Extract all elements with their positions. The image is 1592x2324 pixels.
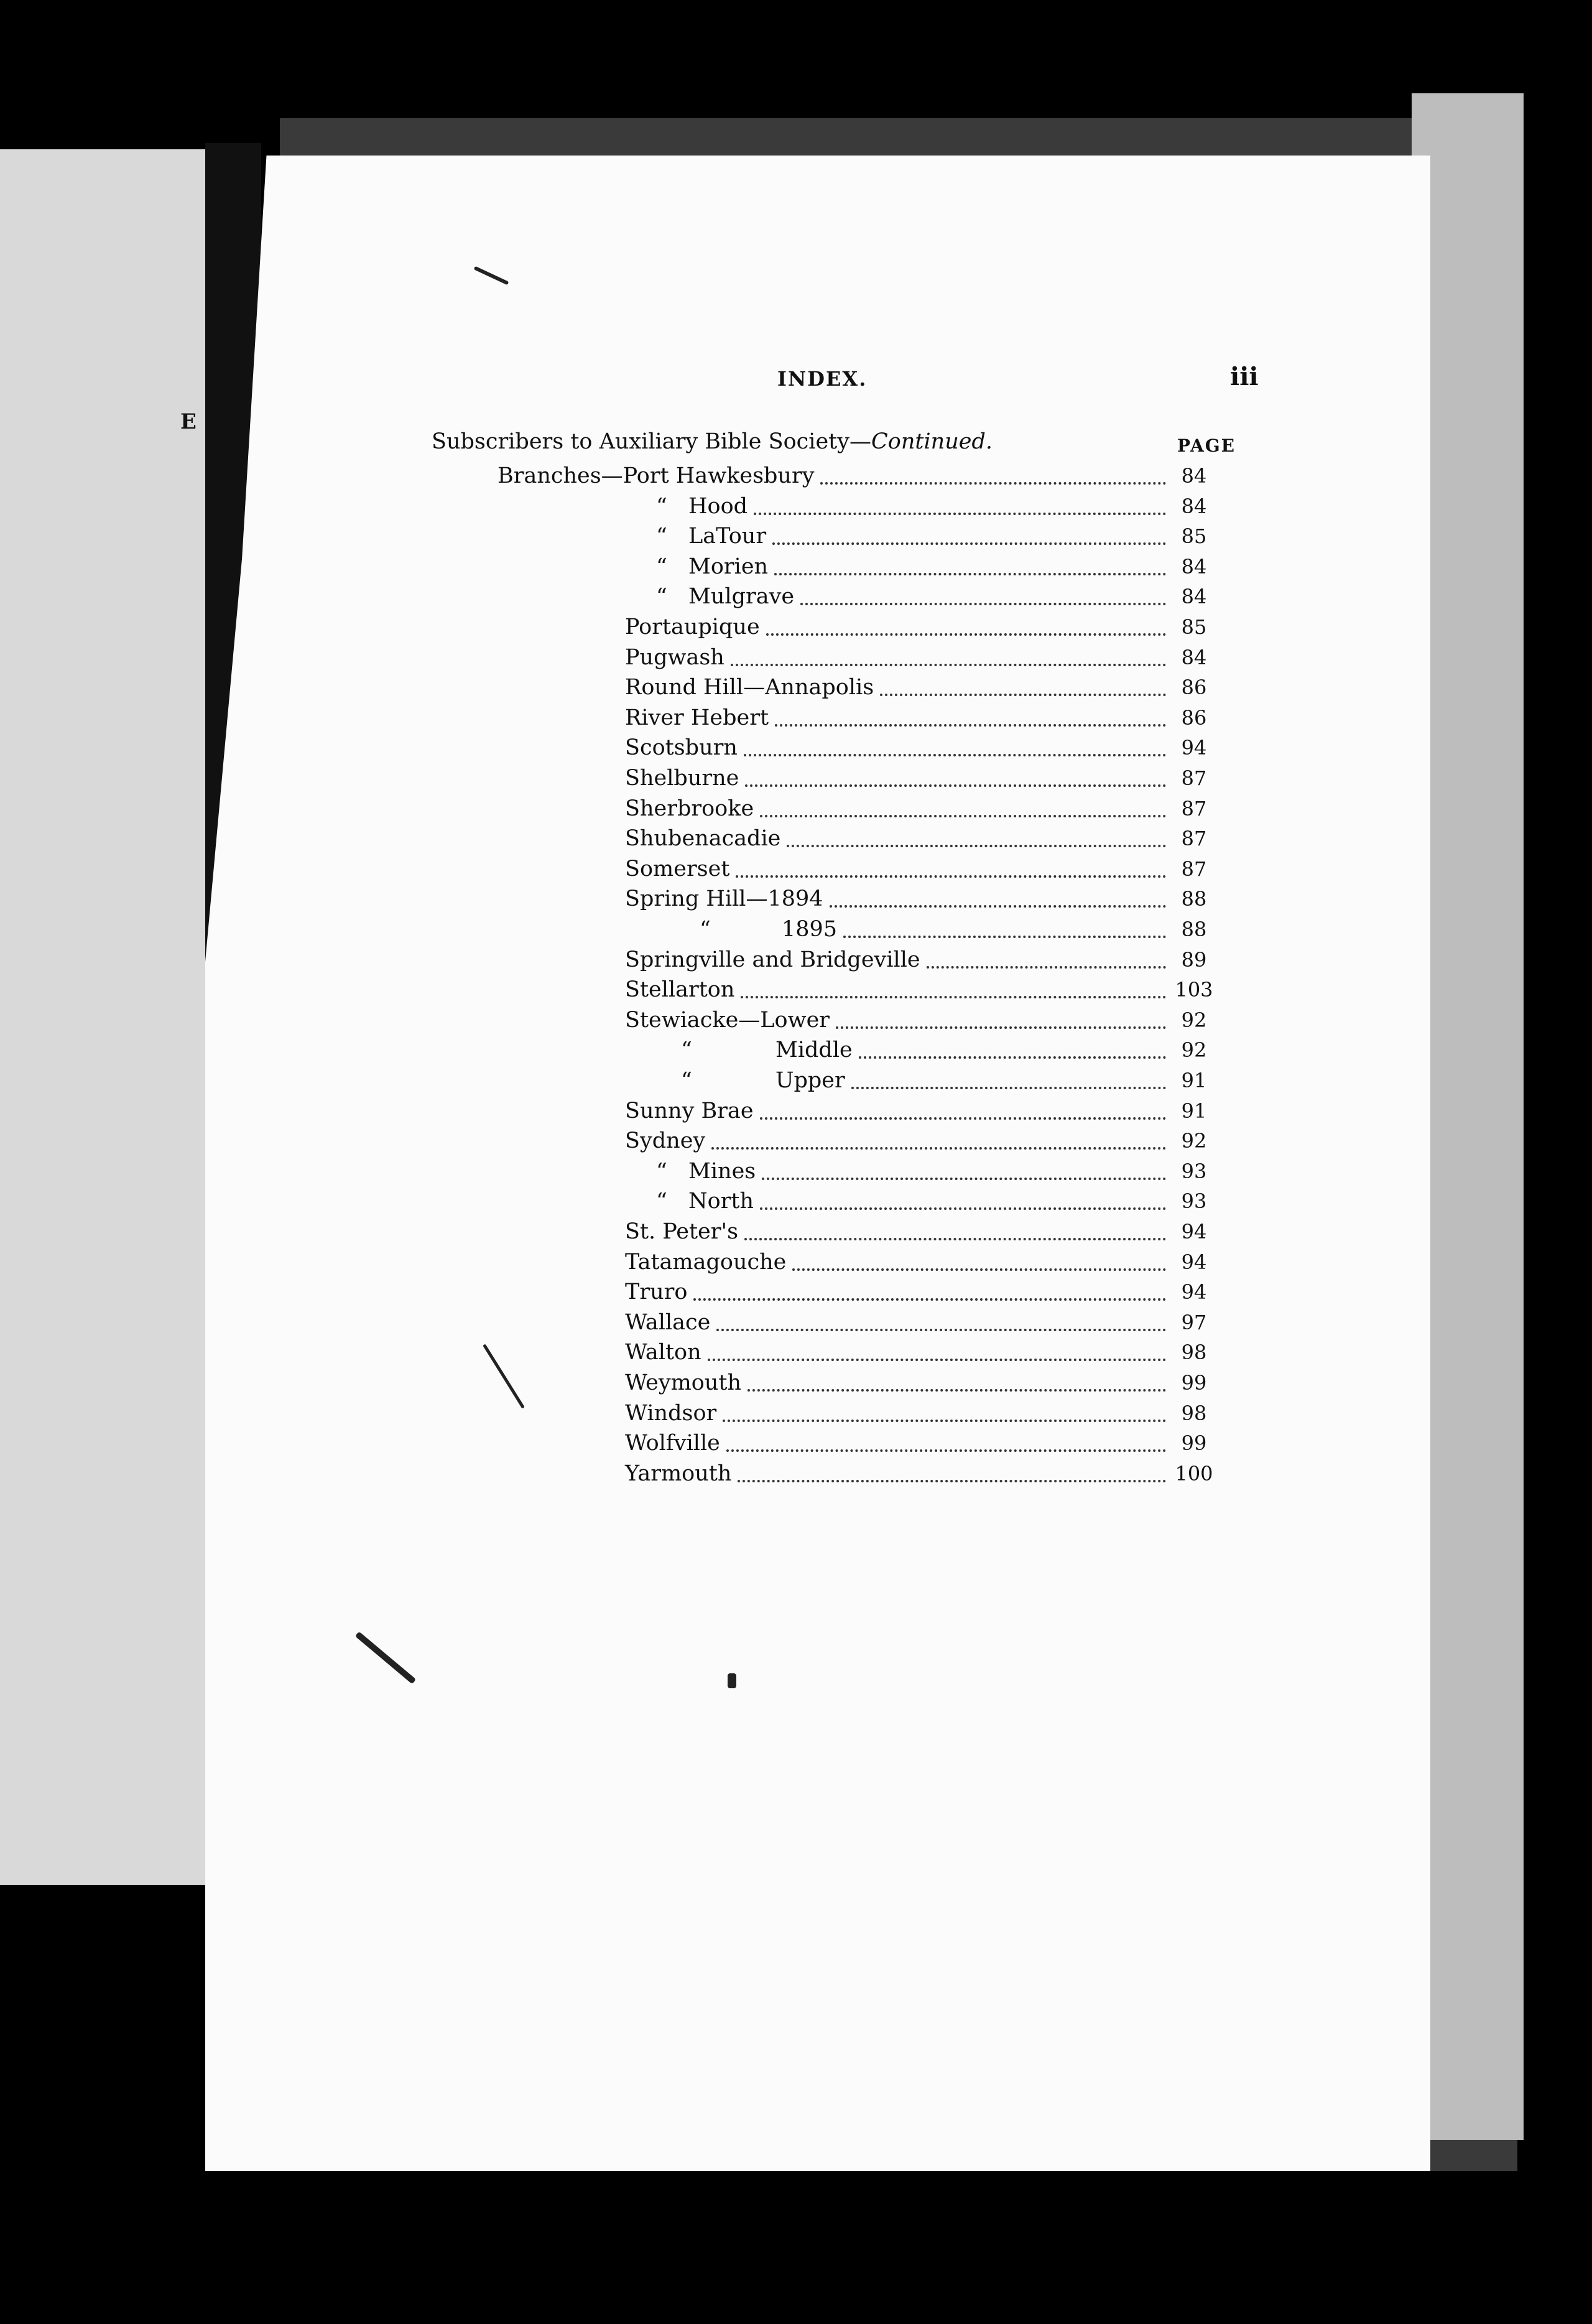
index-entry: [656, 1189, 1216, 1219]
dot-leader: [820, 482, 1166, 485]
section-heading-text: Subscribers to Auxiliary Bible Society—: [432, 429, 871, 454]
entry-label: Wolfville: [625, 1431, 720, 1456]
index-entry: [681, 1068, 1216, 1098]
entry-page-number: 84: [1181, 645, 1207, 669]
entry-page-number: 89: [1181, 947, 1207, 972]
entry-label: Upper: [775, 1068, 845, 1093]
dot-leader: [760, 1207, 1166, 1210]
page-column-label: PAGE: [1177, 435, 1236, 456]
entry-page-number: 84: [1181, 554, 1207, 579]
entry-label: Springville and Bridgeville: [625, 947, 920, 972]
entry-page-number: 85: [1181, 615, 1207, 639]
index-entry: [656, 524, 1216, 554]
entry-label: Branches—Port Hawkesbury: [497, 463, 815, 488]
dot-leader: [766, 633, 1166, 636]
entry-label: Shubenacadie: [625, 826, 781, 852]
entry-label: Hood: [688, 493, 748, 519]
entry-page-number: 98: [1181, 1341, 1207, 1365]
left-page-fragment: [0, 149, 205, 1885]
dot-leader: [693, 1298, 1166, 1301]
index-entry: [625, 1310, 1216, 1340]
dot-leader: [744, 754, 1166, 756]
entry-page-number: 92: [1181, 1008, 1207, 1032]
entry-label: Sherbrooke: [625, 796, 754, 821]
entry-label: Windsor: [625, 1400, 717, 1426]
dot-leader: [738, 1480, 1166, 1482]
entry-label: Pugwash: [625, 644, 724, 670]
dot-leader: [787, 845, 1166, 847]
entry-label: Sydney: [625, 1128, 706, 1154]
index-entry: [625, 1008, 1216, 1038]
entry-page-number: 99: [1181, 1371, 1207, 1395]
entry-label: 1895: [782, 917, 838, 942]
index-entry: [656, 554, 1216, 584]
dot-leader: [741, 996, 1166, 998]
index-entry: [625, 947, 1216, 977]
ditto-mark: “: [656, 584, 667, 610]
index-entry: [700, 917, 1216, 947]
entry-page-number: 97: [1181, 1310, 1207, 1334]
entry-page-number: 94: [1181, 1220, 1207, 1243]
entry-label: Middle: [775, 1038, 853, 1063]
dot-leader: [760, 815, 1166, 817]
entry-label: North: [688, 1189, 754, 1214]
entry-page-number: 84: [1181, 464, 1207, 488]
scan-mark: [728, 1673, 736, 1688]
dot-leader: [760, 1117, 1166, 1120]
dot-leader: [731, 664, 1166, 666]
entry-page-number: 84: [1181, 494, 1207, 518]
dot-leader: [772, 542, 1166, 545]
entry-label: Tatamagouche: [625, 1249, 787, 1275]
entry-label: Yarmouth: [625, 1461, 732, 1486]
index-entry: [625, 1099, 1216, 1128]
entry-label: Wallace: [625, 1309, 711, 1335]
index-entry: [625, 1370, 1216, 1400]
index-entry: [656, 584, 1216, 614]
index-entry: [625, 1250, 1216, 1280]
index-entry: [625, 1219, 1216, 1249]
entry-label: Shelburne: [625, 766, 739, 791]
dot-leader: [880, 694, 1166, 696]
entry-page-number: 86: [1181, 705, 1207, 730]
dot-leader: [745, 784, 1166, 787]
index-entry: [497, 463, 1216, 493]
ditto-mark: “: [656, 524, 667, 549]
entry-page-number: 93: [1181, 1189, 1207, 1214]
index-entry: [625, 1461, 1216, 1491]
index-entry: [625, 645, 1216, 675]
ditto-mark: “: [681, 1068, 692, 1093]
page-title: INDEX.: [777, 367, 868, 391]
index-entry: [625, 1401, 1216, 1431]
entry-page-number: 100: [1175, 1461, 1213, 1485]
index-entry: [625, 857, 1216, 886]
index-entry: [625, 766, 1216, 796]
section-heading: [432, 429, 993, 454]
section-heading-continued: Continued.: [871, 429, 993, 454]
entry-page-number: 92: [1181, 1038, 1207, 1062]
entry-label: Scotsburn: [625, 735, 738, 761]
dot-leader: [726, 1449, 1166, 1452]
entry-page-number: 91: [1181, 1069, 1207, 1092]
dot-leader: [836, 1026, 1166, 1029]
entry-page-number: 85: [1181, 524, 1207, 549]
dot-leader: [792, 1268, 1166, 1271]
entry-label: Portaupique: [625, 615, 760, 639]
entry-page-number: 93: [1181, 1159, 1207, 1183]
entry-page-number: 94: [1181, 1250, 1207, 1274]
entry-page-number: 94: [1181, 736, 1207, 760]
page-header: [0, 362, 1592, 404]
dot-leader: [716, 1329, 1166, 1331]
dot-leader: [775, 724, 1166, 727]
ditto-mark: “: [656, 1158, 667, 1184]
entry-page-number: 87: [1181, 766, 1207, 790]
dot-leader: [723, 1420, 1166, 1422]
entry-label: Truro: [625, 1280, 688, 1305]
entry-page-number: 94: [1181, 1280, 1207, 1304]
index-entry: [656, 494, 1216, 524]
dot-leader: [754, 513, 1166, 515]
index-entry: [625, 796, 1216, 826]
dot-leader: [800, 603, 1166, 605]
dot-leader: [927, 966, 1166, 969]
index-entry: [625, 1280, 1216, 1309]
dot-leader: [762, 1178, 1166, 1180]
index-entry: [625, 977, 1216, 1007]
dot-leader: [774, 573, 1166, 575]
dot-leader: [736, 875, 1166, 878]
entry-label: River Hebert: [625, 705, 769, 730]
entry-label: Stewiacke—Lower: [625, 1007, 830, 1033]
index-entry: [681, 1038, 1216, 1067]
index-entry: [625, 1340, 1216, 1370]
dot-leader: [859, 1056, 1166, 1059]
entry-page-number: 86: [1181, 676, 1207, 700]
index-entry: [625, 1128, 1216, 1158]
dot-leader: [843, 936, 1166, 938]
entry-label: Walton: [625, 1340, 701, 1365]
entry-page-number: 87: [1181, 857, 1207, 881]
entry-label: Mines: [688, 1158, 756, 1184]
entry-page-number: 103: [1175, 978, 1213, 1002]
ditto-mark: “: [656, 1189, 667, 1214]
entry-label: Weymouth: [625, 1370, 742, 1395]
index-entry: [625, 1431, 1216, 1461]
index-entry: [656, 1159, 1216, 1189]
entry-label: Mulgrave: [688, 584, 795, 610]
entry-label: Stellarton: [625, 977, 735, 1003]
dot-leader: [851, 1087, 1166, 1089]
entry-label: Spring Hill—1894: [625, 886, 823, 912]
page-number: iii: [1230, 362, 1259, 391]
dot-leader: [744, 1238, 1166, 1240]
index-entry: [625, 615, 1216, 644]
entry-label: Morien: [688, 554, 769, 579]
index-entry: [625, 675, 1216, 705]
dot-leader: [830, 905, 1166, 908]
entry-page-number: 84: [1181, 585, 1207, 609]
entry-page-number: 91: [1181, 1099, 1207, 1123]
entry-page-number: 92: [1181, 1129, 1207, 1153]
ditto-mark: “: [656, 554, 667, 579]
entry-label: LaTour: [688, 524, 767, 549]
left-page-edge-text: E: [180, 409, 197, 434]
entry-page-number: 98: [1181, 1401, 1207, 1425]
index-entry: [625, 886, 1216, 916]
ditto-mark: “: [681, 1038, 692, 1063]
entry-page-number: 88: [1181, 887, 1207, 911]
entry-label: Sunny Brae: [625, 1098, 754, 1123]
entry-page-number: 88: [1181, 918, 1207, 941]
entry-page-number: 87: [1181, 827, 1207, 851]
ditto-mark: “: [700, 917, 711, 942]
index-entry: [625, 705, 1216, 735]
index-entry: [625, 735, 1216, 765]
entry-label: St. Peter's: [625, 1219, 739, 1244]
entry-page-number: 99: [1181, 1431, 1207, 1456]
entry-page-number: 87: [1181, 796, 1207, 820]
dot-leader: [711, 1147, 1166, 1150]
dot-leader: [708, 1359, 1166, 1361]
entry-label: Round Hill—Annapolis: [625, 675, 874, 700]
index-entry: [625, 826, 1216, 856]
ditto-mark: “: [656, 493, 667, 519]
dot-leader: [747, 1389, 1166, 1392]
entry-label: Somerset: [625, 856, 730, 881]
